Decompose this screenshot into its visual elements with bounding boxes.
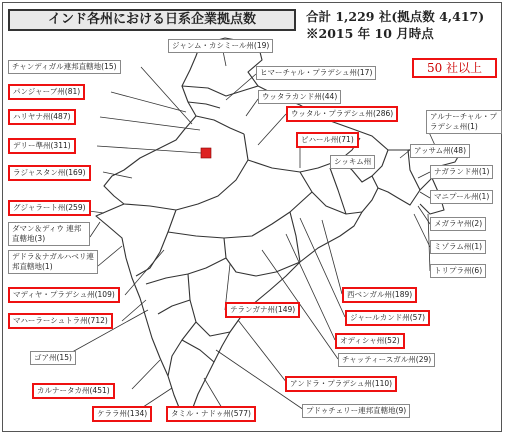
- label-delhi: デリー準州(311): [8, 138, 76, 154]
- label-jharkhand: ジャールカンド州(57): [345, 310, 430, 326]
- as-of-date: ※2015 年 10 月時点: [306, 26, 434, 41]
- label-chhattisgarh: チャッティースガル州(29): [338, 353, 435, 367]
- label-telangana: テランガナ州(149): [225, 302, 300, 318]
- label-kerala: ケララ州(134): [92, 406, 152, 422]
- label-sikkim: シッキム州: [330, 155, 375, 169]
- label-puducherry: プドゥチェリー連邦直轄地(9): [302, 404, 410, 418]
- label-punjab: パンジャーブ州(81): [8, 84, 85, 100]
- label-mizoram: ミゾラム州(1): [430, 240, 486, 254]
- label-dadra-nagar-haveli: デドラ＆ナガルハベリ連邦直轄地(1): [8, 250, 98, 274]
- label-jammu-kashmir: ジャンム・カシミール州(19): [168, 39, 273, 53]
- label-nagaland: ナガランド州(1): [430, 165, 493, 179]
- label-haryana: ハリヤナ州(487): [8, 109, 76, 125]
- label-uttarakhand: ウッタラカンド州(44): [258, 90, 341, 104]
- label-odisha: オディシャ州(52): [335, 333, 405, 349]
- label-tamil-nadu: タミル・ナドゥ州(577): [166, 406, 256, 422]
- label-tripura: トリプラ州(6): [430, 264, 486, 278]
- label-uttar-pradesh: ウッタル・プラデシュ州(286): [286, 106, 398, 122]
- label-himachal-pradesh: ヒマーチャル・プラデシュ州(17): [256, 66, 376, 80]
- label-manipur: マニプール州(1): [430, 190, 493, 204]
- label-west-bengal: 西ベンガル州(189): [342, 287, 417, 303]
- total-count: 合計 1,229 社(拠点数 4,417): [306, 9, 485, 24]
- map-title: インド各州における日系企業拠点数: [8, 9, 296, 31]
- label-maharashtra: マハーラーシュトラ州(712): [8, 313, 113, 329]
- label-assam: アッサム州(48): [410, 144, 470, 158]
- label-karnataka: カルナータカ州(451): [32, 383, 115, 399]
- label-bihar: ビハール州(71): [296, 132, 359, 148]
- label-madhya-pradesh: マディヤ・プラデシュ州(109): [8, 287, 120, 303]
- label-andhra-pradesh: アンドラ・プラデシュ州(110): [285, 376, 397, 392]
- legend-50-plus: 50 社以上: [412, 58, 497, 78]
- label-daman-diu: ダマン＆ディウ 連邦直轄地(3): [8, 222, 90, 246]
- label-chandigarh: チャンディガル連邦直轄地(15): [8, 60, 121, 74]
- label-arunachal-pradesh: アルナーチャル・プラデシュ州(1): [426, 110, 502, 134]
- label-rajasthan: ラジャスタン州(169): [8, 165, 91, 181]
- total-summary: [306, 8, 484, 42]
- label-gujarat: グジャラート州(259): [8, 200, 91, 216]
- delhi-marker: [201, 148, 211, 158]
- label-meghalaya: メガラヤ州(2): [430, 217, 486, 231]
- label-goa: ゴア州(15): [30, 351, 76, 365]
